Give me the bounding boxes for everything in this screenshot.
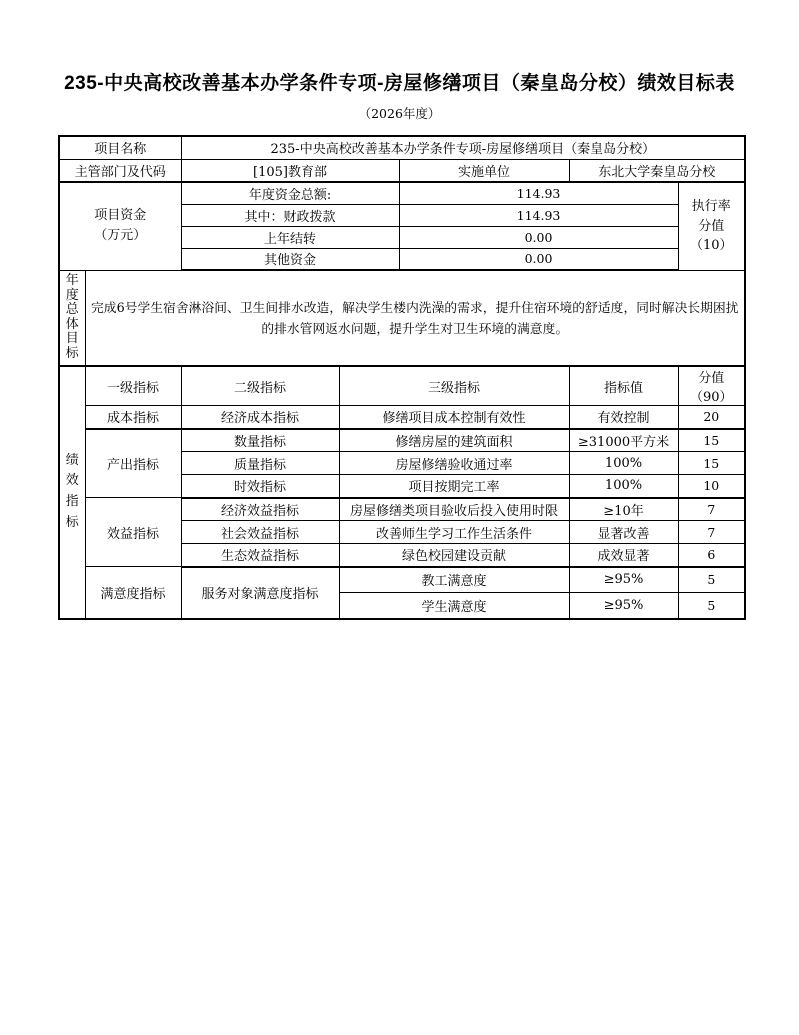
indicator-level1-cell: 效益指标	[85, 498, 181, 567]
indicator-header-value: 指标值	[569, 366, 678, 406]
funding-total-label: 年度资金总额:	[181, 182, 399, 204]
project-name-row	[59, 136, 745, 159]
indicator-value-cell: 有效控制	[569, 406, 678, 429]
indicator-level3-cell: 项目按期完工率	[339, 475, 569, 498]
page-title: 235-中央高校改善基本办学条件专项-房屋修缮项目（秦皇岛分校）绩效目标表	[64, 73, 735, 94]
indicator-score-cell: 10	[678, 475, 745, 498]
indicator-row	[59, 498, 745, 521]
performance-indicators-label: 绩效指标	[65, 452, 79, 531]
indicator-level3-cell: 修缮房屋的建筑面积	[339, 429, 569, 452]
funding-label-line2: （万元）	[94, 228, 147, 244]
indicator-level2-cell: 质量指标	[181, 452, 339, 475]
indicator-level2-cell: 数量指标	[181, 429, 339, 452]
indicator-score-cell: 7	[678, 521, 745, 544]
funding-carryover-value: 0.00	[399, 226, 678, 248]
indicator-value-cell: ≥95%	[569, 567, 678, 593]
funding-fiscal-value: 114.93	[399, 204, 678, 226]
project-name-value-cell: 235-中央高校改善基本办学条件专项-房屋修缮项目（秦皇岛分校）	[181, 136, 745, 159]
indicator-level2-cell: 时效指标	[181, 475, 339, 498]
indicator-level3-cell: 房屋修缮类项目验收后投入使用时限	[339, 498, 569, 521]
indicator-level2-cell: 服务对象满意度指标	[181, 567, 339, 619]
performance-indicators-label-cell	[59, 366, 85, 619]
indicator-score-cell: 20	[678, 406, 745, 429]
execution-rate-score-cell	[678, 182, 745, 270]
indicator-score-cell: 15	[678, 429, 745, 452]
funding-fiscal-label: 其中：财政拨款	[181, 204, 399, 226]
funding-carryover-label: 上年结转	[181, 226, 399, 248]
department-row	[59, 159, 745, 182]
indicator-value-cell: ≥95%	[569, 593, 678, 619]
indicator-level2-cell: 经济效益指标	[181, 498, 339, 521]
indicator-score-cell: 5	[678, 593, 745, 619]
indicator-header-level2: 二级指标	[181, 366, 339, 406]
funding-other-value: 0.00	[399, 248, 678, 270]
indicator-header-level3: 三级指标	[339, 366, 569, 406]
indicator-header-score: 分值（90）	[678, 366, 745, 406]
indicator-header-row	[59, 366, 745, 406]
indicator-level1-cell: 产出指标	[85, 429, 181, 498]
indicator-level3-cell: 房屋修缮验收通过率	[339, 452, 569, 475]
indicator-level3-cell: 绿色校园建设贡献	[339, 544, 569, 567]
annual-target-label: 年度总体目标	[65, 273, 79, 361]
indicator-score-cell: 15	[678, 452, 745, 475]
annual-target-row	[59, 270, 745, 366]
page-subtitle: （2026年度）	[358, 106, 441, 121]
annual-target-label-cell	[59, 270, 85, 366]
indicator-level3-cell: 改善师生学习工作生活条件	[339, 521, 569, 544]
department-label-cell: 主管部门及代码	[59, 159, 181, 182]
funding-other-label: 其他资金	[181, 248, 399, 270]
indicator-score-cell: 7	[678, 498, 745, 521]
indicator-score-cell: 5	[678, 567, 745, 593]
indicator-level1-cell: 满意度指标	[85, 567, 181, 619]
implement-unit-label-cell: 实施单位	[399, 159, 569, 182]
indicator-header-level1: 一级指标	[85, 366, 181, 406]
indicator-value-cell: 100%	[569, 452, 678, 475]
annual-target-content-cell: 完成6号学生宿舍淋浴间、卫生间排水改造，解决学生楼内洗澡的需求，提升住宿环境的舒适度，同时解决长期困扰的排水管网返水问题，提升学生对卫生环境的满意度。	[85, 270, 745, 366]
execution-rate-line2: 分值	[698, 218, 725, 234]
funding-row-total	[59, 182, 745, 204]
indicator-value-cell: ≥10年	[569, 498, 678, 521]
indicator-level2-cell: 社会效益指标	[181, 521, 339, 544]
indicator-row	[59, 406, 745, 429]
indicator-value-cell: 显著改善	[569, 521, 678, 544]
indicator-level2-cell: 经济成本指标	[181, 406, 339, 429]
execution-rate-line3: （10）	[690, 238, 733, 253]
indicator-row	[59, 429, 745, 452]
funding-total-value: 114.93	[399, 182, 678, 204]
indicator-level3-cell: 学生满意度	[339, 593, 569, 619]
implement-unit-value-cell: 东北大学秦皇岛分校	[569, 159, 745, 182]
execution-rate-line1: 执行率	[691, 199, 731, 214]
indicator-value-cell: 100%	[569, 475, 678, 498]
department-value-cell: [105]教育部	[181, 159, 399, 182]
funding-label-line1: 项目资金	[94, 208, 147, 224]
performance-target-table	[58, 135, 746, 620]
indicator-level3-cell: 教工满意度	[339, 567, 569, 593]
indicator-value-cell: 成效显著	[569, 544, 678, 567]
indicator-value-cell: ≥31000平方米	[569, 429, 678, 452]
indicator-row	[59, 567, 745, 593]
indicator-level1-cell: 成本指标	[85, 406, 181, 429]
indicator-level2-cell: 生态效益指标	[181, 544, 339, 567]
indicator-level3-cell: 修缮项目成本控制有效性	[339, 406, 569, 429]
funding-label-cell	[59, 182, 181, 270]
project-name-label-cell: 项目名称	[59, 136, 181, 159]
indicator-score-cell: 6	[678, 544, 745, 567]
